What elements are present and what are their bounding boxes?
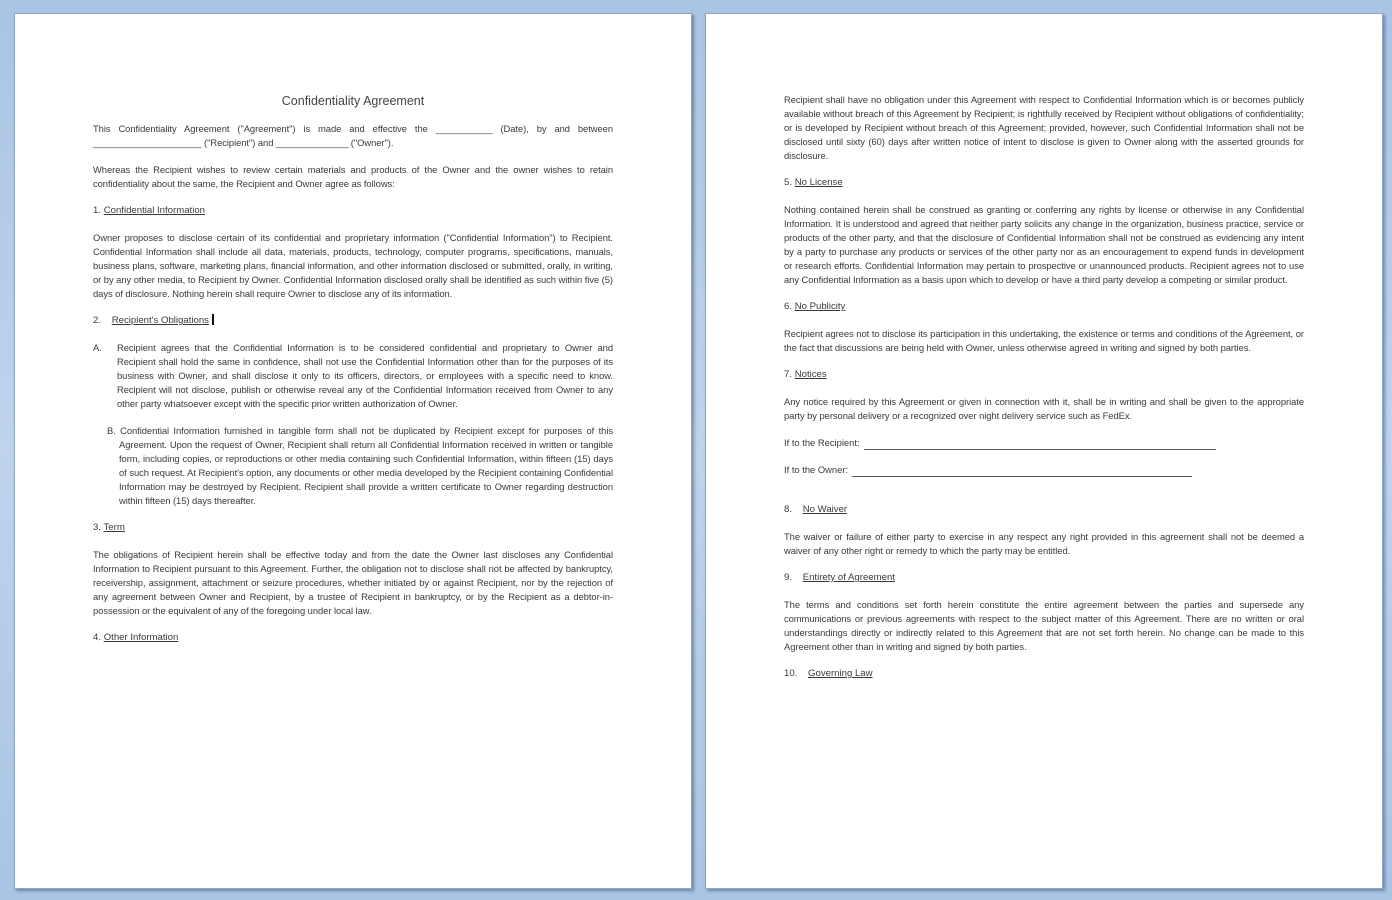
- section-2-heading: [93, 314, 613, 328]
- section-9-title: Entirety of Agreement: [802, 572, 895, 583]
- section-8-title: No Waiver: [802, 504, 848, 515]
- section-6-number: 6.: [784, 301, 793, 312]
- section-5-heading: [784, 176, 1304, 190]
- signature-owner-label: If to the Owner:: [784, 464, 849, 475]
- text-cursor: [212, 314, 214, 325]
- section-7-text: Any notice required by this Agreement or given in connection with it, shall be in writing and shall be given to the appropriate party by personal delivery or a recognized over night delivery service such as FedEx.: [784, 396, 1304, 421]
- whereas-paragraph: Whereas the Recipient wishes to review certain materials and products of the Owner and the owner wishes to retain confidentiality about the same, the Recipient and Owner agree as follows:: [93, 164, 613, 189]
- section-6-title: No Publicity: [794, 301, 846, 312]
- signature-recipient-line[interactable]: [864, 440, 1216, 450]
- section-7-title: Notices: [794, 369, 827, 380]
- section-2a-label: A.: [93, 342, 102, 353]
- section-3-title: Term: [103, 522, 125, 533]
- section-9-heading: [784, 571, 1304, 585]
- section-10-heading: [784, 667, 1304, 681]
- section-9-text: The terms and conditions set forth herein constitute the entire agreement between the parties and supersede any communications or previous agreements with respect to the subject matter of this Agreement. There are no written or oral understandings directly or indirectly related to this Agreement that are not set forth herein. No change can be made to this Agreement other than in writing and signed by both parties.: [784, 599, 1304, 652]
- section-10-title: Governing Law: [808, 668, 873, 679]
- section-2-number: 2.: [93, 315, 102, 326]
- document-page-2[interactable]: [705, 13, 1383, 889]
- no-obligation-paragraph: Recipient shall have no obligation under this Agreement with respect to Confidential Information which is or becomes publicly available without breach of this Agreement by Recipient; is rightfully received by Recipient without obligations of confidentiality; or is developed by Recipient without breach of this Agreement; provided, however, such Confidential Information shall not be disclosed until sixty (60) days after written notice of intent to disclose is given to Owner along with the asserted grounds for disclosure.: [784, 94, 1304, 161]
- section-3-heading: [93, 521, 613, 535]
- section-2a-text: Recipient agrees that the Confidential Information is to be considered confidential and proprietary to Owner and Recipient shall hold the same in confidence, shall not use the Confidential Information other than for the purposes of its business with Owner, and shall disclose it only to its officers, directors, or employees with a specific need to know. Recipient will not disclose, publish or otherwise reveal any of the Confidential Information received from Owner to any other party whatsoever except with the specific prior written authorization of Owner.: [117, 342, 613, 409]
- page-2-content: [784, 93, 1304, 681]
- section-4-title: Other Information: [103, 632, 179, 643]
- signature-recipient-label: If to the Recipient:: [784, 437, 860, 448]
- section-2-title: Recipient's Obligations: [111, 315, 209, 326]
- section-4-number: 4.: [93, 632, 102, 643]
- document-title: Confidentiality Agreement: [281, 94, 425, 108]
- page-1-content: [93, 94, 613, 645]
- section-1-text: Owner proposes to disclose certain of its confidential and proprietary information ("Confidential Information") to Recipient. Confidential Information shall include all data, materials, products, technology, computer programs, specifications, manuals, business plans, software, marketing plans, financial information, and other information disclosed or submitted, orally, in writing, or by any other media, to Recipient by Owner. Confidential Information disclosed orally shall be identified as such within five (5) days of disclosure. Nothing herein shall require Owner to disclose any of its information.: [93, 232, 613, 299]
- section-4-heading: [93, 631, 613, 645]
- section-10-number: 10.: [784, 668, 798, 679]
- signature-owner: [784, 463, 1304, 477]
- document-page-1[interactable]: [14, 13, 692, 889]
- section-7-heading: [784, 368, 1304, 382]
- signature-owner-line[interactable]: [852, 467, 1192, 477]
- section-9-number: 9.: [784, 572, 793, 583]
- section-8-heading: [784, 503, 1304, 517]
- section-6-heading: [784, 300, 1304, 314]
- section-6-text: Recipient agrees not to disclose its participation in this undertaking, the existence or terms and conditions of the Agreement, or the fact that discussions are being held with Owner, unless otherwise agreed in writing and signed by both parties.: [784, 328, 1304, 353]
- intro-paragraph: This Confidentiality Agreement ("Agreement") is made and effective the ___________ (Date), by and between _____________________ ("Recipient") and ______________ ("Owner").: [93, 123, 613, 148]
- section-5-number: 5.: [784, 177, 793, 188]
- section-3-text: The obligations of Recipient herein shall be effective today and from the date the Owner last discloses any Confidential Information to Recipient pursuant to this Agreement. Further, the obligation not to disclose shall not be affected by bankruptcy, receivership, assignment, attachment or seizure procedures, whether initiated by or against Recipient, nor by the rejection of any agreement between Owner and Recipient, by a trustee of Recipient in bankruptcy, or by the Recipient as a debtor-in-possession or the equivalent of any of the foregoing under local law.: [93, 549, 613, 616]
- section-1-heading: [93, 204, 613, 218]
- signature-recipient: [784, 436, 1304, 450]
- section-1-title: Confidential Information: [103, 205, 206, 216]
- section-1-number: 1.: [93, 205, 102, 216]
- section-7-number: 7.: [784, 369, 793, 380]
- section-2b-text: B. Confidential Information furnished in tangible form shall not be duplicated by Recipient except for purposes of this Agreement. Upon the request of Owner, Recipient shall return all Confidential Information received in written or tangible form, including copies, or reproductions or other media containing such Confidential Information, within fifteen (15) days of such request. At Recipient's option, any documents or other media developed by the Recipient containing Confidential Information may be destroyed by Recipient. Recipient shall provide a written certificate to Owner regarding destruction within fifteen (15) days thereafter.: [107, 425, 613, 506]
- section-2a: [93, 341, 613, 411]
- section-8-text: The waiver or failure of either party to exercise in any respect any right provided in this agreement shall not be deemed a waiver of any other right or remedy to which the party may be entitled.: [784, 531, 1304, 556]
- section-3-number: 3.: [93, 522, 102, 533]
- section-8-number: 8.: [784, 504, 793, 515]
- section-5-title: No License: [794, 177, 843, 188]
- section-5-text: Nothing contained herein shall be construed as granting or conferring any rights by license or otherwise in any Confidential Information. It is understood and agreed that neither party solicits any change in the organization, business practice, service or products of the other party, and that the disclosure of Confidential Information shall not be construed as evidencing any intent by a party to purchase any products or services of the other party nor as an encouragement to expend funds in development or research efforts. Confidential Information may pertain to prospective or unannounced products. Recipient agrees not to use any Confidential Information as a basis upon which to develop or have a third party develop a competing or similar product.: [784, 204, 1304, 285]
